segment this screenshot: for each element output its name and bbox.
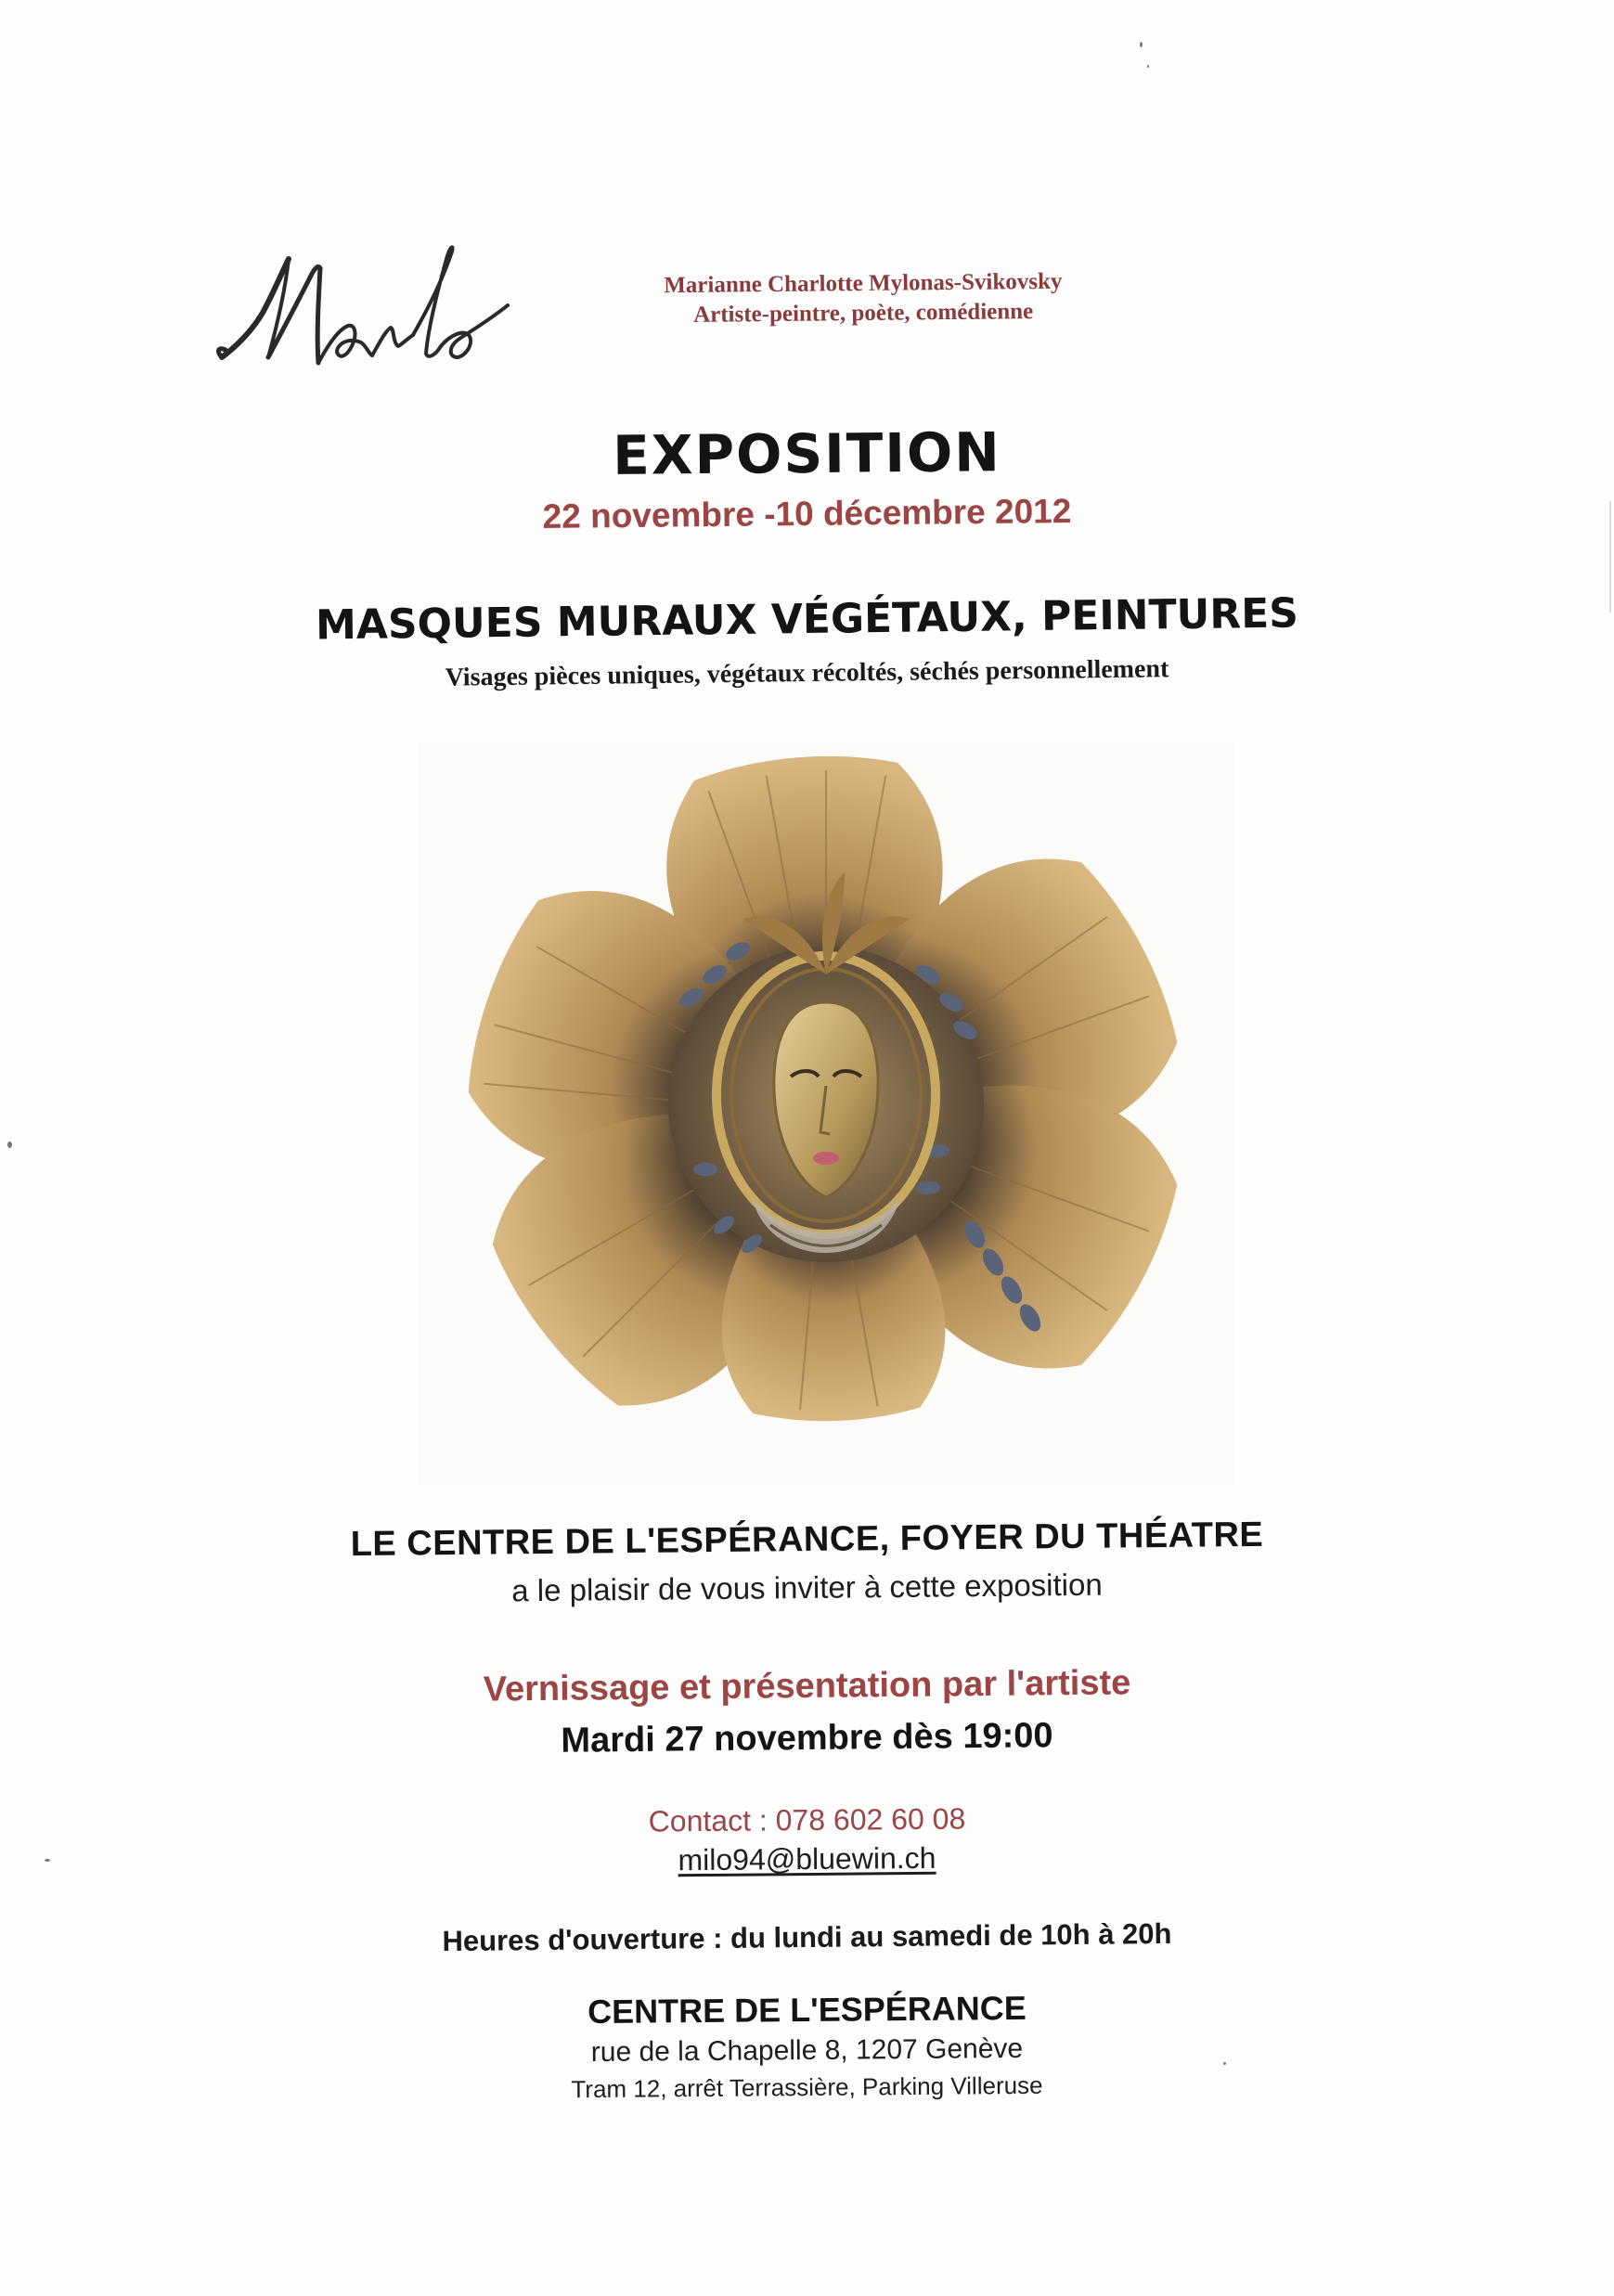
address-transport: Tram 12, arrêt Terrassière, Parking Villeruse (571, 2070, 1043, 2104)
address-name: CENTRE DE L'ESPÉRANCE (587, 1988, 1027, 2032)
opening-hours: Heures d'ouverture : du lundi au samedi de 10h à 20h (442, 1916, 1172, 1958)
exhibition-subtitle: Visages pièces uniques, végétaux récoltés, séchés personnellement (445, 654, 1169, 692)
exhibition-dates: 22 novembre -10 décembre 2012 (542, 492, 1072, 535)
signature-logo (209, 227, 524, 385)
contact-phone: Contact : 078 602 60 08 (648, 1801, 966, 1838)
exposition-heading: EXPOSITION (612, 420, 1002, 487)
vernissage-label: Vernissage et présentation par l'artiste (483, 1663, 1131, 1709)
vegetal-mask-artwork (418, 742, 1234, 1485)
venue-heading: LE CENTRE DE L'ESPÉRANCE, FOYER DU THÉATRE (350, 1515, 1264, 1565)
exhibition-title: MASQUES MURAUX VÉGÉTAUX, PEINTURES (315, 589, 1299, 650)
scan-speck (1140, 42, 1143, 47)
artist-name: Marianne Charlotte Mylonas-Svikovsky (664, 268, 1063, 299)
invitation-text: a le plaisir de vous inviter à cette exposition (511, 1567, 1103, 1608)
scan-speck (7, 1142, 12, 1148)
contact-email-link[interactable]: milo94@bluewin.ch (678, 1840, 936, 1877)
artist-roles: Artiste-peintre, poète, comédienne (692, 299, 1034, 328)
scan-speck (1147, 65, 1149, 68)
artist-info (594, 266, 1133, 331)
vernissage-datetime: Mardi 27 novembre dès 19:00 (561, 1716, 1053, 1761)
address-street: rue de la Chapelle 8, 1207 Genève (590, 2032, 1024, 2069)
